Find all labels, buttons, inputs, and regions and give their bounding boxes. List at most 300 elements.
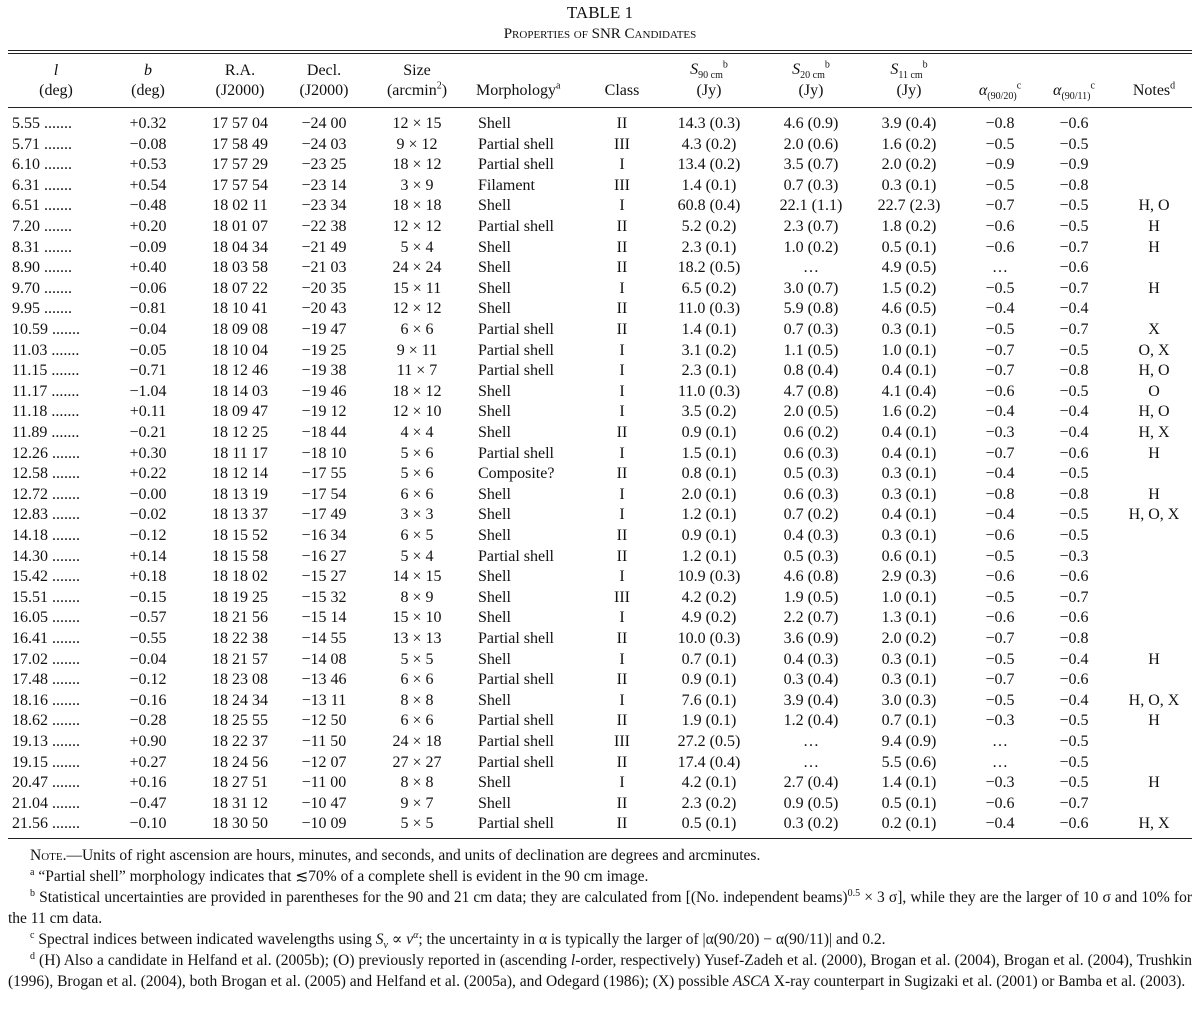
cell-alpha-90-11: −0.8 [1059,362,1089,380]
cell-size: 11 × 7 [396,362,438,380]
cell-size: 24 × 18 [392,733,442,750]
cell-l: 7.20 ....... [12,218,72,235]
cell-s90: 0.9 (0.1) [681,671,737,689]
cell-l: 11.18 ....... [12,403,80,421]
header-ra: R.A. [224,62,256,79]
cell-alpha-90-11: −0.6 [1059,568,1089,586]
cell-ra: 18 01 07 [212,218,268,235]
cell-b: −0.09 [129,238,167,256]
cell-b: −0.15 [129,588,167,606]
cell-decl: −19 38 [301,362,347,380]
cell-class: I [619,362,625,380]
cell-morphology: Shell [478,279,511,297]
cell-b: −0.04 [129,321,167,338]
cell-s20: 22.1 (1.1) [779,197,843,215]
cell-class: III [614,733,630,750]
cell-size: 18 × 12 [392,382,442,400]
cell-decl: −23 34 [301,197,347,215]
cell-size: 5 × 6 [400,465,434,483]
cell-class: II [616,794,628,812]
cell-decl: −10 09 [301,815,347,833]
header-notes: Notes$^d$ [1132,80,1176,99]
cell-class: I [619,691,625,709]
cell-ra: 18 27 51 [212,774,268,792]
cell-morphology: Shell [478,485,511,503]
cell-alpha-90-20: −0.7 [985,341,1015,359]
cell-class: I [619,156,625,174]
cell-alpha-90-20: … [992,733,1008,750]
cell-notes: O, X [1138,341,1170,359]
cell-size: 9 × 7 [400,794,434,812]
cell-decl: −15 14 [301,609,347,627]
cell-l: 17.48 ....... [12,671,80,689]
cell-s20: … [803,259,819,277]
cell-ra: 18 12 46 [212,362,268,380]
cell-s20: 1.0 (0.2) [783,238,839,256]
cell-s20: 0.7 (0.3) [783,176,839,194]
cell-ra: 18 21 56 [212,609,268,627]
cell-size: 6 × 6 [400,321,434,338]
header-b-unit: (deg) [131,82,165,99]
cell-morphology: Partial shell [478,733,554,750]
cell-alpha-90-11: −0.6 [1059,259,1089,277]
cell-ra: 17 57 54 [212,176,268,194]
cell-s11: 4.6 (0.5) [881,300,937,318]
cell-s20: 0.6 (0.3) [783,444,839,462]
cell-alpha-90-20: −0.6 [985,568,1015,586]
cell-alpha-90-11: −0.5 [1059,465,1089,483]
cell-b: −0.16 [129,691,167,709]
cell-notes: H, O [1138,362,1170,380]
cell-size: 12 × 10 [392,403,442,421]
cell-s11: 0.6 (0.1) [881,547,937,565]
cell-ra: 18 04 34 [212,238,268,256]
cell-l: 14.18 ....... [12,527,80,544]
cell-alpha-90-11: −0.6 [1059,609,1089,627]
cell-s11: 1.6 (0.2) [881,403,937,421]
cell-s11: 0.3 (0.1) [881,527,937,544]
cell-alpha-90-20: −0.5 [985,588,1015,606]
cell-s11: 0.3 (0.1) [881,465,937,483]
cell-decl: −15 32 [301,588,347,606]
cell-alpha-90-11: −0.5 [1059,506,1089,524]
cell-notes: H [1148,712,1160,730]
cell-decl: −22 38 [301,218,347,235]
cell-ra: 18 09 08 [212,321,268,338]
cell-s90: 1.2 (0.1) [681,506,737,524]
cell-alpha-90-11: −0.6 [1059,444,1089,462]
cell-s20: 4.6 (0.9) [783,115,839,132]
cell-s90: 18.2 (0.5) [677,259,741,277]
cell-decl: −20 35 [301,279,347,297]
cell-alpha-90-20: −0.3 [985,424,1015,441]
cell-ra: 18 11 17 [212,444,268,462]
cell-alpha-90-20: −0.9 [985,156,1015,174]
cell-alpha-90-11: −0.5 [1059,218,1089,235]
cell-s20: 3.0 (0.7) [783,279,839,297]
cell-b: +0.53 [129,156,167,174]
cell-class: II [616,321,628,338]
cell-l: 12.83 ....... [12,506,80,524]
cell-class: I [619,444,625,462]
cell-b: −1.04 [129,382,167,400]
cell-class: II [616,712,628,730]
cell-s11: 5.5 (0.6) [881,753,937,771]
cell-size: 18 × 18 [392,197,442,215]
cell-ra: 18 12 25 [212,424,268,441]
cell-b: −0.12 [129,671,167,689]
cell-b: +0.22 [129,465,167,483]
cell-s11: 0.4 (0.1) [881,362,937,380]
cell-alpha-90-20: −0.5 [985,547,1015,565]
cell-morphology: Shell [478,568,511,586]
cell-class: III [614,176,630,194]
cell-s20: 2.3 (0.7) [783,218,839,235]
cell-size: 5 × 6 [400,444,434,462]
cell-decl: −24 00 [301,115,347,132]
cell-l: 8.31 ....... [12,238,72,256]
cell-s11: 2.0 (0.2) [881,156,937,174]
cell-l: 11.89 ....... [12,424,80,441]
cell-alpha-90-11: −0.5 [1059,197,1089,215]
cell-b: +0.18 [129,568,167,586]
cell-s90: 7.6 (0.1) [681,691,737,709]
cell-s90: 2.3 (0.1) [681,238,737,256]
cell-morphology: Shell [478,774,511,792]
cell-ra: 18 13 19 [212,485,268,503]
cell-l: 11.17 ....... [12,382,80,400]
cell-ra: 18 22 38 [212,630,268,647]
cell-alpha-90-20: −0.5 [985,321,1015,338]
cell-s90: 11.0 (0.3) [677,382,741,400]
cell-s11: 22.7 (2.3) [877,197,941,215]
header-s20: $S_{20 cm}^b$ [792,59,830,82]
cell-ra: 18 24 34 [212,691,268,709]
cell-alpha-90-11: −0.8 [1059,485,1089,503]
cell-s90: 11.0 (0.3) [677,300,741,318]
cell-s20: 2.2 (0.7) [783,609,839,627]
cell-s90: 3.1 (0.2) [681,341,737,359]
cell-s20: 5.9 (0.8) [783,300,839,318]
cell-s11: 0.5 (0.1) [881,238,937,256]
cell-l: 16.41 ....... [12,630,80,647]
cell-decl: −18 44 [301,424,347,441]
cell-s20: 3.9 (0.4) [783,691,839,709]
cell-b: −0.02 [129,506,167,524]
cell-decl: −14 55 [301,630,347,647]
cell-class: I [619,382,625,400]
cell-class: II [616,238,628,256]
cell-alpha-90-11: −0.6 [1059,815,1089,833]
cell-s20: 2.0 (0.6) [783,135,839,153]
cell-s11: 1.5 (0.2) [881,279,937,297]
header-size: Size [403,62,431,79]
cell-s11: 9.4 (0.9) [881,733,937,750]
cell-s11: 1.3 (0.1) [881,609,937,627]
cell-s90: 17.4 (0.4) [677,753,741,771]
cell-size: 13 × 13 [392,630,442,647]
cell-s90: 4.9 (0.2) [681,609,737,627]
header-s90: $S_{90 cm}^b$ [690,59,728,82]
note-c: $^c$ Spectral indices between indicated wavelengths using $S_\nu \propto \nu^\alpha$; the uncertainty in α is typically the larger of |α(90/20) − α(90/11)| and 0.2. [30,929,886,952]
cell-s90: 0.9 (0.1) [681,527,737,544]
cell-b: −0.00 [129,485,167,503]
cell-morphology: Shell [478,259,511,277]
cell-s20: 3.6 (0.9) [783,630,839,647]
cell-decl: −20 43 [301,300,347,318]
cell-alpha-90-20: −0.3 [985,712,1015,730]
cell-decl: −15 27 [301,568,347,586]
header-b-symbol: b [144,62,152,79]
cell-alpha-90-11: −0.9 [1059,156,1089,174]
cell-b: −0.81 [129,300,167,318]
cell-alpha-90-20: −0.4 [985,815,1015,833]
cell-alpha-90-20: −0.4 [985,465,1015,483]
cell-s11: 1.4 (0.1) [881,774,937,792]
cell-s90: 4.3 (0.2) [681,135,737,153]
cell-class: II [616,527,628,544]
cell-b: −0.57 [129,609,167,627]
cell-l: 12.58 ....... [12,465,80,483]
cell-alpha-90-11: −0.8 [1059,630,1089,647]
cell-s20: 4.7 (0.8) [783,382,839,400]
cell-l: 11.03 ....... [12,341,80,359]
cell-ra: 18 21 57 [212,650,268,668]
cell-alpha-90-20: −0.6 [985,527,1015,544]
cell-decl: −12 50 [301,712,347,730]
cell-decl: −16 27 [301,547,347,565]
cell-size: 14 × 15 [392,568,442,586]
cell-decl: −16 34 [301,527,347,544]
cell-decl: −13 46 [301,671,347,689]
cell-s20: 0.6 (0.3) [783,485,839,503]
cell-s20: … [803,753,819,771]
cell-class: II [616,115,628,132]
cell-s20: 2.0 (0.5) [783,403,839,421]
cell-ra: 18 10 41 [212,300,268,318]
cell-alpha-90-11: −0.6 [1059,671,1089,689]
cell-s90: 1.4 (0.1) [681,321,737,338]
cell-l: 5.71 ....... [12,135,72,153]
cell-size: 12 × 15 [392,115,442,132]
cell-l: 6.10 ....... [12,156,72,174]
cell-class: I [619,403,625,421]
note-b: $^b$ Statistical uncertainties are provided in parentheses for the 90 and 21 cm data; they are calculated from [(No. independent beams)$^{0.5}$ × 3 σ], while they are the larger of 10 σ and 10% for the 11 cm data. [8,887,1193,927]
cell-s90: 4.2 (0.1) [681,774,737,792]
header-s11-unit: (Jy) [896,82,922,99]
cell-size: 27 × 27 [392,753,442,771]
note-d: $^d$ (H) Also a candidate in Helfand et al. (2005b); (O) previously reported in (ascending l-order, respectively) Yusef-Zadeh et al. (2000), Brogan et al. (2004), Brogan et al. (2004), Trushkin (1996), Brogan et al. (2004), both Brogan et al. (2005) and Helfand et al. (2005a), and Odegard (1986); (X) possible ASCA X-ray counterpart in Sugizaki et al. (2001) or Bamba et al. (2003). [8,950,1193,990]
cell-decl: −21 49 [301,238,347,256]
cell-l: 15.51 ....... [12,588,80,606]
cell-class: I [619,341,625,359]
cell-b: −0.55 [129,630,167,647]
cell-s11: 4.1 (0.4) [881,382,937,400]
cell-b: +0.32 [129,115,167,132]
cell-s90: 10.9 (0.3) [677,568,741,586]
cell-alpha-90-11: −0.8 [1059,176,1089,194]
cell-decl: −13 11 [301,691,347,709]
cell-s11: 3.9 (0.4) [881,115,937,132]
cell-alpha-90-11: −0.7 [1059,279,1089,297]
cell-l: 18.62 ....... [12,712,80,730]
cell-size: 9 × 12 [396,135,438,153]
cell-size: 8 × 8 [400,691,434,709]
cell-l: 14.30 ....... [12,547,80,565]
cell-morphology: Partial shell [478,156,554,174]
header-decl: Decl. [306,62,342,79]
cell-decl: −10 47 [301,794,347,812]
cell-b: −0.47 [129,794,167,812]
cell-s11: 1.0 (0.1) [881,588,937,606]
cell-s90: 6.5 (0.2) [681,279,737,297]
cell-notes: H [1148,650,1160,668]
cell-s90: 13.4 (0.2) [677,156,741,174]
cell-notes: H, X [1138,424,1170,441]
cell-ra: 18 15 58 [212,547,268,565]
cell-b: +0.90 [129,733,167,750]
cell-decl: −24 03 [301,135,347,153]
cell-morphology: Partial shell [478,444,554,462]
cell-l: 10.59 ....... [12,321,80,338]
cell-l: 11.15 ....... [12,362,80,380]
cell-l: 19.13 ....... [12,733,80,750]
cell-alpha-90-11: −0.7 [1059,794,1089,812]
cell-morphology: Shell [478,197,511,215]
cell-size: 6 × 6 [400,712,434,730]
cell-alpha-90-11: −0.5 [1059,382,1089,400]
cell-morphology: Composite? [478,465,555,483]
cell-s20: 2.7 (0.4) [783,774,839,792]
cell-decl: −23 14 [301,176,347,194]
cell-notes: H, O, X [1128,691,1180,709]
cell-ra: 18 23 08 [212,671,268,689]
cell-s20: 1.1 (0.5) [783,341,839,359]
cell-ra: 18 15 52 [212,527,268,544]
cell-ra: 18 03 58 [212,259,268,277]
cell-notes: H, O, X [1128,506,1180,524]
cell-size: 12 × 12 [392,300,442,318]
cell-l: 20.47 ....... [12,774,80,792]
header-l-unit: (deg) [39,82,73,99]
cell-decl: −12 07 [301,753,347,771]
cell-b: −0.04 [129,650,167,668]
cell-alpha-90-11: −0.4 [1059,691,1089,709]
cell-class: I [619,568,625,586]
cell-b: +0.20 [129,218,167,235]
cell-size: 6 × 6 [400,671,434,689]
cell-size: 8 × 8 [400,774,434,792]
cell-alpha-90-20: −0.7 [985,630,1015,647]
cell-morphology: Partial shell [478,815,554,833]
cell-size: 18 × 12 [392,156,442,174]
cell-l: 12.72 ....... [12,485,80,503]
cell-s90: 5.2 (0.2) [681,218,737,235]
cell-s90: 1.4 (0.1) [681,176,737,194]
cell-s20: 0.6 (0.2) [783,424,839,441]
cell-alpha-90-20: −0.7 [985,362,1015,380]
cell-s20: 0.3 (0.2) [783,815,839,833]
cell-morphology: Shell [478,382,511,400]
cell-ra: 18 07 22 [212,279,268,297]
cell-alpha-90-11: −0.4 [1059,650,1089,668]
cell-ra: 18 13 37 [212,506,268,524]
cell-s11: 4.9 (0.5) [881,259,937,277]
cell-alpha-90-11: −0.4 [1059,403,1089,421]
cell-morphology: Partial shell [478,341,554,359]
header-alpha-90-11: $\alpha_{(90/11)}^c$ [1053,80,1095,103]
cell-s90: 0.8 (0.1) [681,465,737,483]
cell-decl: −17 55 [301,465,347,483]
header-s20-unit: (Jy) [798,82,824,99]
cell-morphology: Partial shell [478,671,554,689]
cell-s20: 0.4 (0.3) [783,650,839,668]
top-rule-1 [8,50,1192,51]
cell-size: 3 × 9 [400,176,434,194]
cell-morphology: Partial shell [478,135,554,153]
note-a: $^a$ “Partial shell” morphology indicates that ≲70% of a complete shell is evident in the 90 cm image. [30,866,649,885]
cell-alpha-90-20: −0.8 [985,115,1015,132]
cell-alpha-90-20: −0.5 [985,279,1015,297]
cell-s11: 0.4 (0.1) [881,424,937,441]
cell-ra: 17 57 04 [212,115,268,132]
cell-s11: 0.3 (0.1) [881,485,937,503]
cell-decl: −19 12 [301,403,347,421]
cell-alpha-90-11: −0.5 [1059,135,1089,153]
cell-s90: 14.3 (0.3) [677,115,741,132]
cell-l: 21.04 ....... [12,794,80,812]
cell-b: −0.21 [129,424,167,441]
header-l-symbol: l [53,62,59,79]
cell-b: +0.11 [129,403,167,421]
cell-s20: 0.7 (0.2) [783,506,839,524]
cell-s90: 2.3 (0.1) [681,362,737,380]
header-s90-unit: (Jy) [696,82,722,99]
cell-l: 9.70 ....... [12,279,72,297]
cell-l: 15.42 ....... [12,568,80,586]
cell-size: 5 × 5 [400,815,434,833]
cell-b: −0.10 [129,815,167,833]
cell-morphology: Shell [478,506,511,524]
cell-size: 24 × 24 [392,259,442,277]
cell-ra: 18 09 47 [212,403,268,421]
cell-class: I [619,774,625,792]
cell-s90: 2.3 (0.2) [681,794,737,812]
cell-class: II [616,815,628,833]
cell-alpha-90-11: −0.4 [1059,300,1089,318]
cell-class: I [619,650,625,668]
cell-ra: 17 57 29 [212,156,268,174]
cell-l: 16.05 ....... [12,609,80,627]
cell-s11: 0.2 (0.1) [881,815,937,833]
cell-l: 21.56 ....... [12,815,80,833]
cell-s90: 60.8 (0.4) [677,197,741,215]
cell-b: −0.06 [129,279,167,297]
cell-s11: 1.6 (0.2) [881,135,937,153]
cell-ra: 18 12 14 [212,465,268,483]
cell-class: I [619,279,625,297]
cell-s11: 0.7 (0.1) [881,712,937,730]
cell-s20: 0.5 (0.3) [783,547,839,565]
cell-ra: 18 19 25 [212,588,268,606]
cell-morphology: Shell [478,300,511,318]
cell-class: II [616,259,628,277]
cell-ra: 18 02 11 [212,197,268,215]
cell-alpha-90-20: −0.6 [985,382,1015,400]
cell-s90: 1.9 (0.1) [681,712,737,730]
cell-s11: 1.0 (0.1) [881,341,937,359]
table-subtitle: Properties of SNR Candidates [503,26,697,42]
